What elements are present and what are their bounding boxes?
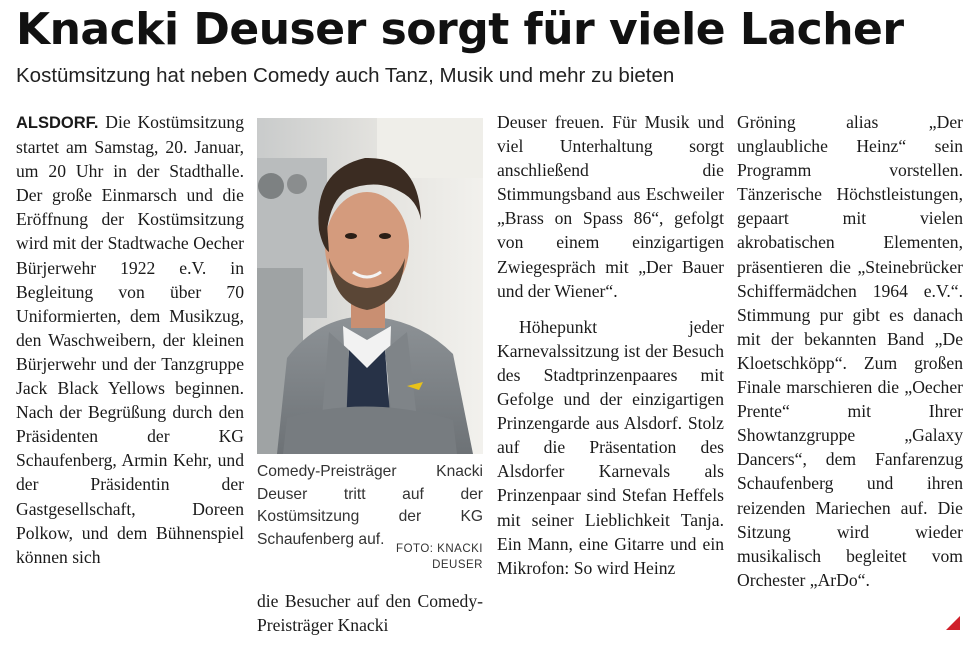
- portrait-illustration: [257, 118, 483, 454]
- paragraph-music: Deuser freuen. Für Musik und viel Unterhaltung sorgt anschließend die Stimmungsband aus Eschweiler „Brass on Spass 86“, gefolgt von einem einzigartigen Zwiegespräch mit „Der Bauer und der Wiener“.: [497, 112, 724, 301]
- photo-caption: Comedy-Preisträger Knacki Deuser tritt auf der Kostümsitzung der KG Schaufenberg auf.: [257, 463, 483, 548]
- column-2-text: die Besucher auf den Comedy-Preisträger Knacki: [257, 591, 483, 636]
- subheadline: Kostümsitzung hat neben Comedy auch Tanz, Musik und mehr zu bieten: [16, 64, 675, 87]
- article-column-2: [257, 589, 483, 637]
- paragraph-highlight: Höhepunkt jeder Karnevalssitzung ist der Besuch des Stadtprinzenpaares mit Gefolge und der einzigartigen Prinzengarde aus Alsdorf. Stolz auf die Präsentation des Alsdorfer Karnevals als Prinzenpaar sind Stefan Heffels mit seiner Lieblichkeit Tanja. Ein Mann, eine Gitarre und ein Mikrofon: So wird Heinz: [497, 316, 724, 578]
- article-column-3: [497, 110, 724, 580]
- article-column-1: [16, 110, 244, 569]
- article-column-4: [737, 110, 963, 592]
- end-of-article-marker-icon: [946, 616, 960, 630]
- lead-text: Die Kostümsitzung startet am Samstag, 20. Januar, um 20 Uhr in der Stadthalle. Der große Einmarsch und die Eröffnung der Kostümsitzung wird mit der Stadtwache Oecher Bürjerwehr 1922 e.V. in Begleitung von über 70 Uniformierten, dem Musikzug, den Waschweibern, der kleinen Bürjerwehr und der Tanzgruppe Jack Black Yellows beginnen. Nach der Begrüßung durch den Präsidenten der KG Schaufenberg, Armin Kehr, und der Präsidentin der Gastgesellschaft, Doreen Polkow, und dem Bühnenspiel können sich: [16, 112, 244, 567]
- lead-paragraph: [16, 110, 244, 569]
- photo-credit: FOTO: KNACKI DEUSER: [396, 543, 483, 571]
- paragraph-program: Gröning alias „Der unglaubliche Heinz“ sein Programm vorstellen. Tänzerische Höchstleistungen, gepaart mit vielen akrobatischen Elementen, präsentieren die „Steinebrücker Schiffermädchen 1964 e.V.“. Stimmung pur gibt es danach mit der bekannten Band „De Kloetschköpp“. Zum großen Finale marschieren die „Oecher Prente“ mit Ihrer Showtanzgruppe „Galaxy Dancers“, dem Fanfarenzug Schaufenberg und ihren reizenden Mariechen auf. Die Sitzung wird wieder musikalisch begleitet vom Orchester „ArDo“.: [737, 112, 963, 590]
- portrait-photo: [257, 118, 483, 454]
- headline: Knacki Deuser sorgt für viele Lacher: [16, 4, 904, 55]
- dateline: ALSDORF.: [16, 114, 99, 132]
